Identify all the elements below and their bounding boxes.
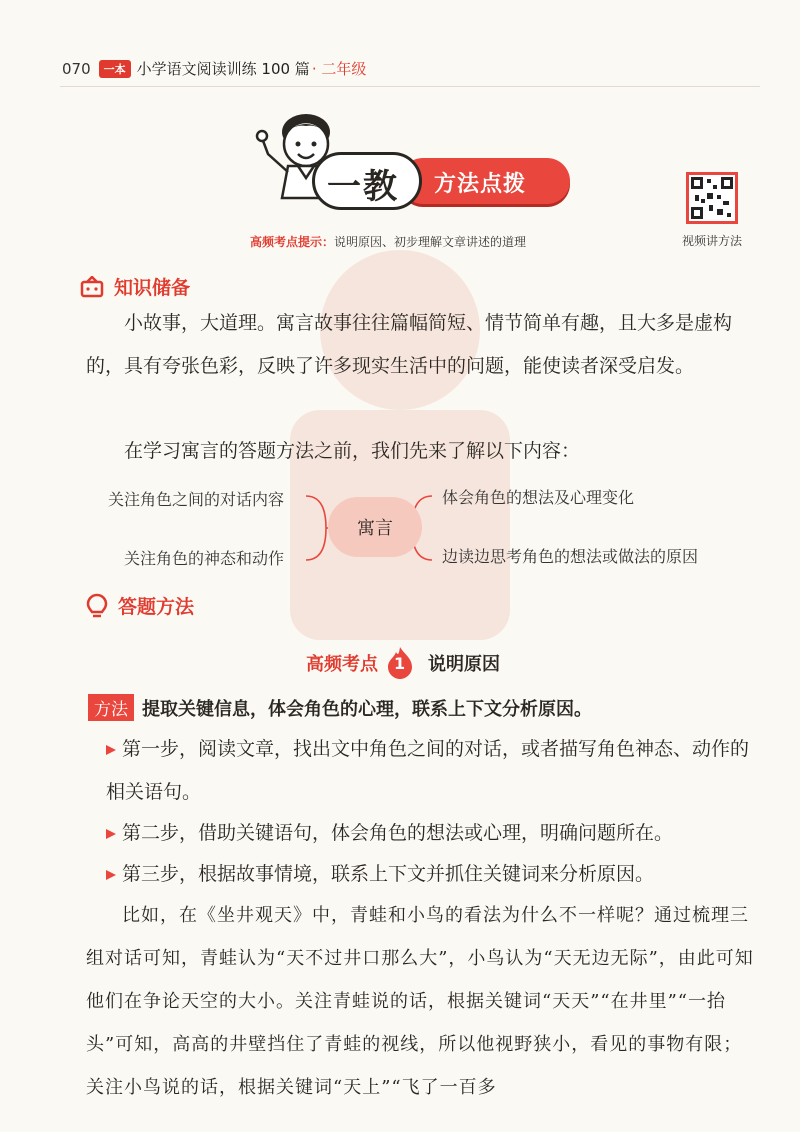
hf-title: 说明原因	[428, 654, 500, 675]
book-title: 小学语文阅读训练 100 篇	[136, 60, 310, 78]
mindmap-center: 寓言	[328, 497, 422, 557]
method-line	[88, 694, 592, 721]
mindmap-left-top: 关注角色之间的对话内容	[108, 490, 285, 509]
qr-pattern-icon	[689, 175, 735, 221]
knowledge-heading	[80, 273, 190, 300]
high-frequency-point	[306, 646, 500, 680]
method-text: 提取关键信息，体会角色的心理，联系上下文分析原因。	[142, 698, 592, 720]
qr-label: 视频讲方法	[682, 234, 743, 248]
step-arrow-icon	[106, 829, 116, 839]
step-arrow-icon	[106, 745, 116, 755]
step-arrow-icon	[106, 870, 116, 880]
step-1	[106, 728, 758, 814]
mindmap-right-top: 体会角色的想法及心理变化	[442, 488, 635, 507]
method-tag: 方法	[88, 694, 134, 721]
knowledge-box-icon	[80, 276, 104, 298]
running-header	[62, 58, 366, 79]
example-paragraph: 比如，在《坐井观天》中，青蛙和小鸟的看法为什么不一样呢？通过梳理三组对话可知，青蛙认为“天不过井口那么大”，小鸟认为“天无边无际”，由此可知他们在争论天空的大小。关注青蛙说的话，根据关键词“天天”“在井里”“一抬头”可知，高高的井壁挡住了青蛙的视线，所以他视野狭小，看见的事物有限；关注小鸟说的话，根据关键词“天上”“飞了一百多	[86, 905, 754, 1098]
exam-tip-text: 说明原因、初步理解文章讲述的道理	[334, 235, 527, 249]
step-1-text: 第一步，阅读文章，找出文中角色之间的对话，或者描写角色神态、动作的相关语句。	[106, 738, 750, 803]
answer-heading-text: 答题方法	[118, 596, 195, 618]
hf-label: 高频考点	[306, 654, 378, 675]
mindmap-left-bottom: 关注角色的神态和动作	[124, 549, 285, 568]
page-number: 070	[62, 59, 91, 78]
brand-logo: 一本	[99, 60, 131, 78]
yijiao-badge	[312, 152, 422, 210]
method-banner-title: 方法点拨	[434, 172, 527, 197]
knowledge-paragraph-2: 在学习寓言的答题方法之前，我们先来了解以下内容：	[124, 440, 581, 462]
exam-tip-label: 高频考点提示：	[250, 235, 335, 249]
step-3	[106, 853, 758, 896]
hf-number: 1	[394, 654, 406, 673]
qr-code-icon[interactable]	[686, 172, 738, 224]
mindmap-right-bottom: 边读边思考角色的想法或做法的原因	[442, 547, 699, 566]
method-banner	[400, 158, 570, 204]
header-divider	[60, 86, 760, 87]
flame-number-badge	[386, 646, 414, 680]
step-3-text: 第三步，根据故事情境，联系上下文并抓住关键词来分析原因。	[122, 863, 655, 885]
answer-heading	[86, 592, 194, 619]
step-2-text: 第二步，借助关键语句，体会角色的想法或心理，明确问题所在。	[122, 822, 674, 844]
step-2	[106, 812, 758, 855]
grade-label: · 二年级	[311, 60, 367, 78]
knowledge-heading-text: 知识储备	[114, 277, 191, 299]
yijiao-text: 一教	[327, 167, 399, 207]
lightbulb-icon	[86, 593, 108, 619]
exam-tip	[250, 233, 526, 250]
knowledge-paragraph-1: 小故事，大道理。寓言故事往往篇幅简短、情节简单有趣，且大多是虚构的，具有夸张色彩，反映了许多现实生活中的问题，能使读者深受启发。	[86, 312, 733, 377]
